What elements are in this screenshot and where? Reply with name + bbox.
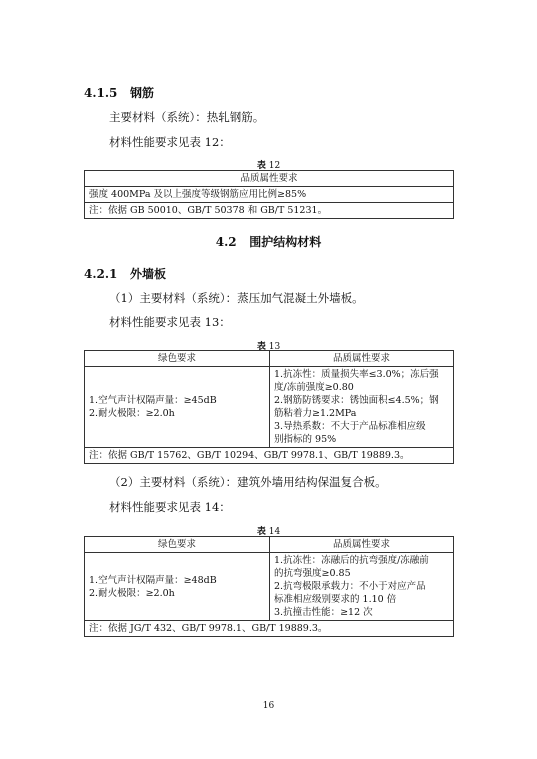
table-12-caption: 表 12: [256, 161, 281, 171]
table-header: 绿色要求: [85, 537, 270, 553]
paragraph-main-material: （2）主要材料（系统）：建筑外墙用结构保温复合板。: [109, 475, 387, 489]
section-number: 4.2.1: [84, 267, 118, 281]
table-14-caption: 表 14: [256, 527, 281, 537]
green-requirements-cell: 1.空气声计权隔声量：≥48dB 2.耐火极限：≥2.0h: [85, 553, 270, 621]
section-heading-4-2: [0, 233, 537, 250]
table-note: 注：依据 GB/T 15762、GB/T 10294、GB/T 9978.1、GB/T 19889.3。: [85, 448, 454, 464]
paragraph-main-material: （1）主要材料（系统）：蒸压加气混凝土外墙板。: [109, 291, 364, 305]
section-title: 钢筋: [129, 86, 154, 100]
green-requirements-cell: 1.空气声计权隔声量：≥45dB 2.耐火极限：≥2.0h: [85, 367, 270, 448]
paragraph-main-material: 主要材料（系统）：热轧钢筋。: [109, 110, 265, 124]
table-header: 品质属性要求: [85, 171, 454, 187]
section-title: 围护结构材料: [249, 235, 322, 249]
quality-requirements-cell: 1.抗冻性：质量损失率≤3.0%；冻后强 度/冻前强度≥0.80 2.钢筋防锈要求：锈蚀面积≤4.5%；钢 筋粘着力≥1.2MPa 3.导热系数：不大于产品标准相应级 别指标的 95%: [270, 367, 454, 448]
table-13-caption: 表 13: [256, 342, 281, 352]
section-heading-4-2-1: [84, 265, 166, 282]
paragraph-table-ref: 材料性能要求见表 13：: [109, 315, 231, 329]
paragraph-table-ref: 材料性能要求见表 12：: [109, 135, 231, 149]
table-header: 品质属性要求: [270, 537, 454, 553]
table-note: 注：依据 GB 50010、GB/T 50378 和 GB/T 51231。: [85, 203, 454, 219]
paragraph-table-ref: 材料性能要求见表 14：: [109, 500, 231, 514]
table-header: 品质属性要求: [270, 351, 454, 367]
section-number: 4.1.5: [84, 86, 118, 100]
quality-requirements-cell: 1.抗冻性：冻融后的抗弯强度/冻融前 的抗弯强度≥0.85 2.抗弯极限承载力：不小于对应产品 标准相应级别要求的 1.10 倍 3.抗撞击性能：≥12 次: [270, 553, 454, 621]
section-heading-4-1-5: [84, 84, 154, 101]
table-14: [84, 536, 454, 637]
table-12: [84, 170, 454, 219]
section-number: 4.2: [215, 235, 237, 249]
page-number: 16: [262, 701, 275, 711]
table-header: 绿色要求: [85, 351, 270, 367]
table-cell: 强度 400MPa 及以上强度等级钢筋应用比例≥85%: [85, 187, 454, 203]
table-13: [84, 350, 454, 464]
section-title: 外墙板: [129, 267, 166, 281]
table-note: 注：依据 JG/T 432、GB/T 9978.1、GB/T 19889.3。: [85, 621, 454, 637]
